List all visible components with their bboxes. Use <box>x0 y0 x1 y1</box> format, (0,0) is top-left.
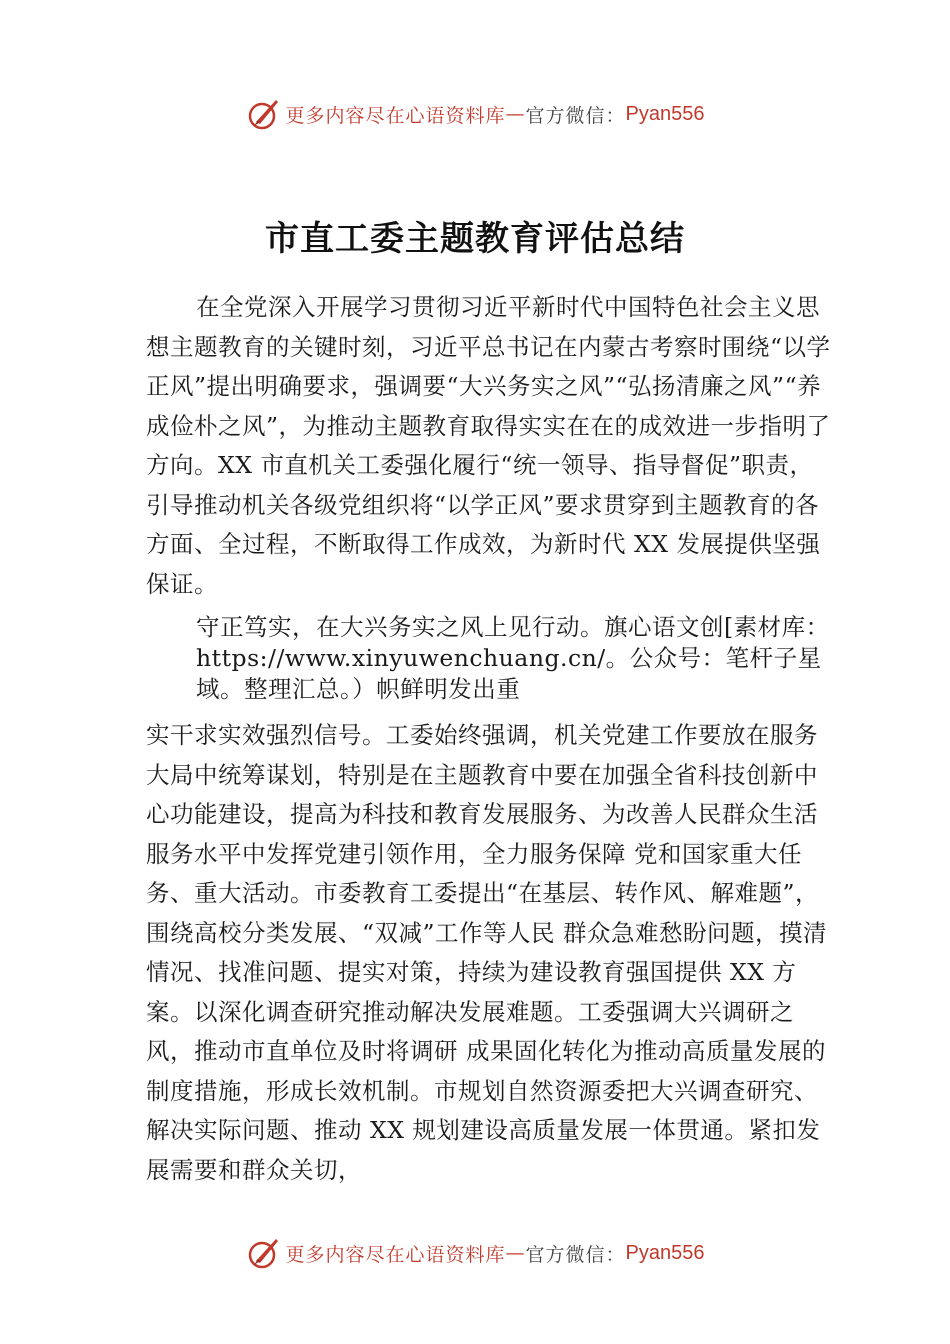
banner-wechat-label: 官方微信： <box>525 1243 626 1266</box>
quill-seal-icon <box>246 96 282 132</box>
banner-account: Pyan556 <box>625 102 705 125</box>
paragraph-intro: 在全党深入开展学习贯彻习近平新时代中国特色社会主义思想主题教育的关键时刻，习近平总书记在内蒙古考察时围绕“以学正风”提出明确要求，强调要“大兴务实之风”“弘扬清廉之风”“养成俭朴之风”，为推动主题教育取得实实在在的成效进一步指明了方向。XX 市直机关工委强化履行“统一领导、指导督促”职责，引导推动机关各级党组织将“以学正风”要求贯穿到主题教育的各方面、全过程，不断取得工作成效，为新时代 XX 发展提供坚强保证。 <box>146 293 831 598</box>
paragraph-body: 实干求实效强烈信号。工委始终强调，机关党建工作要放在服务大局中统筹谋划，特别是在主题教育中要在加强全省科技创新中心功能建设，提高为科技和教育发展服务、为改善人民群众生活服务水平中发挥党建引领作用，全力服务保障 党和国家重大任务、重大活动。市委教育工委提出“在基层、转作风、解难题”，围绕高校分类发展、“双减”工作等人民 群众急难愁盼问题，摸清情况、找准问题、提实对策，持续为建设教育强国提供 XX 方案。以深化调查研究推动解决发展难题。工委强调大兴调研之风，推动市直单位及时将调研 成果固化转化为推动高质量发展的制度措施，形成长效机制。市规划自然资源委把大兴调查研究、解决实际问题、推动 XX 规划建设高质量发展一体贯通。紧扣发展需要和群众关切， <box>146 721 827 1184</box>
document-title: 市直工委主题教育评估总结 <box>265 218 685 259</box>
banner-brand: 更多内容尽在心语资料库 <box>285 1243 506 1266</box>
banner-dash: — <box>505 1242 526 1264</box>
paragraph-section-heading: 守正笃实，在大兴务实之风上见行动。旗心语文创[素材库：https://www.xinyuwenchuang.cn/。公众号：笔杆子星域。整理汇总。）帜鲜明发出重 <box>196 613 830 703</box>
quill-seal-icon <box>246 1235 282 1271</box>
banner-dash: — <box>505 103 526 125</box>
footer-watermark-banner <box>0 1235 950 1271</box>
banner-account: Pyan556 <box>625 1241 705 1264</box>
header-watermark-banner <box>0 96 950 132</box>
banner-wechat-label: 官方微信： <box>525 104 626 127</box>
banner-brand: 更多内容尽在心语资料库 <box>285 104 506 127</box>
